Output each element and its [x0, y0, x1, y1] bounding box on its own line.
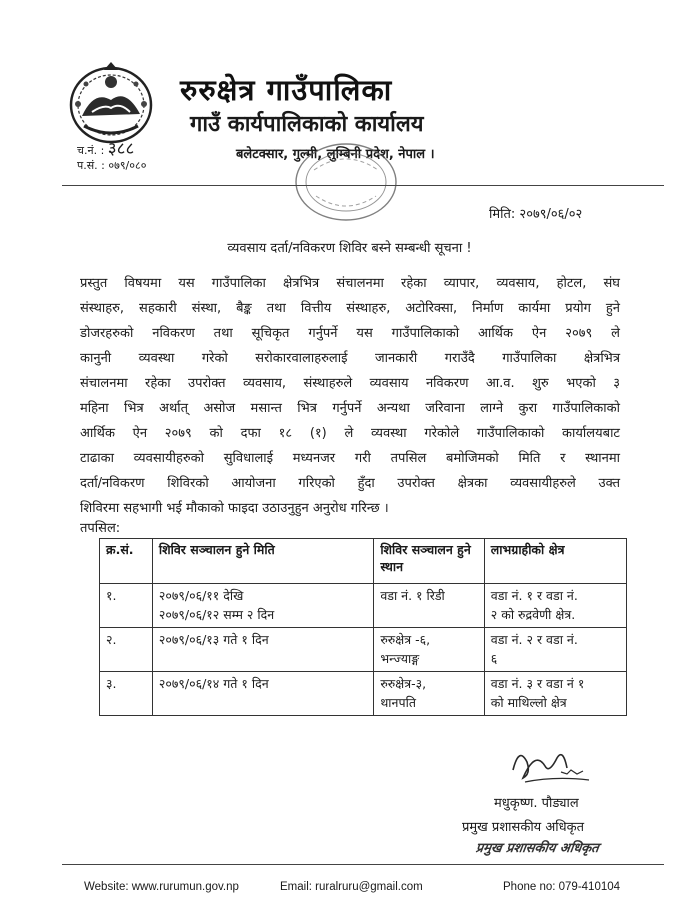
body-line: शिविरमा सहभागी भई मौकाको फाइदा उठाउनुहुन अनुरोध गरिन्छ । — [80, 501, 389, 516]
body-line: महिना भित्र अर्थात् असोज मसान्त भित्र गर्नुपर्ने अन्यथा जरिवाना लाग्ने कुरा गाउँपालिकाको — [80, 401, 620, 416]
cell-line: रुरुक्षेत्र-३, — [380, 676, 427, 691]
signatory-title: प्रमुख प्रशासकीय अधिकृत — [462, 820, 585, 835]
reference-number-label: च.नं. : — [77, 144, 105, 157]
body-line: डोजरहरुको नविकरण तथा सूचिकृत गर्नुपर्ने यस गाउँपालिकाको आर्थिक ऐन २०७९ ले — [80, 326, 620, 341]
footer-phone: Phone no: 079-410104 — [503, 881, 621, 893]
column-header-area: लाभग्राहीको क्षेत्र — [484, 539, 626, 584]
footer-divider — [62, 864, 664, 865]
cell-place — [374, 672, 484, 716]
cell-place — [374, 584, 484, 628]
notice-body — [80, 271, 620, 521]
cell-line: २०७९/०६/१२ सम्म २ दिन — [158, 607, 275, 622]
cell-line: भन्ज्याङ्ग — [380, 651, 420, 666]
column-header-place: शिविर सञ्चालन हुने स्थान — [374, 539, 484, 584]
handwritten-signature-icon — [505, 740, 595, 790]
cell-line: वडा नं. १ र वडा नं. — [490, 588, 578, 603]
table-row — [100, 584, 627, 628]
cell-serial: २. — [100, 628, 153, 672]
table-row — [100, 628, 627, 672]
cell-line: २०७९/०६/१४ गते १ दिन — [158, 676, 269, 691]
table-row — [100, 672, 627, 716]
cell-date — [152, 672, 373, 716]
cell-serial: १. — [100, 584, 153, 628]
cell-area — [484, 584, 626, 628]
reference-number — [77, 139, 146, 159]
fiscal-year-label: प.सं. : — [77, 159, 105, 172]
cell-date — [152, 628, 373, 672]
notice-subject: व्यवसाय दर्ता/नविकरण शिविर बस्ने सम्बन्धी सूचना ! — [227, 241, 472, 256]
cell-line: ६ — [490, 651, 498, 666]
notice-date: मिति: २०७९/०६/०२ — [489, 207, 583, 222]
cell-line: वडा नं. ३ र वडा नं १ — [490, 676, 585, 691]
body-line: प्रस्तुत विषयमा यस गाउँपालिका क्षेत्रभित्र संचालनमा रहेका व्यापार, व्यवसाय, होटल, संघ — [80, 276, 620, 291]
body-line: कानुनी व्यवस्था गरेको सरोकारवालाहरुलाई जानकारी गराउँदै गाउँपालिका क्षेत्रभित्र — [80, 351, 620, 366]
fiscal-year-value: ०७९/०८० — [108, 159, 147, 172]
organization-name: रुरुक्षेत्र गाउँपालिका — [180, 73, 393, 107]
body-line: आर्थिक ऐन २०७९ को दफा १८ (१) ले व्यवस्था गरेकोले गाउँपालिकाको कार्यालयबाट — [80, 426, 620, 441]
cell-serial: ३. — [100, 672, 153, 716]
cell-line: रुरुक्षेत्र -६, — [380, 632, 431, 647]
cell-place — [374, 628, 484, 672]
cell-line: २ को रुद्रवेणी क्षेत्र. — [490, 607, 576, 622]
body-line: संस्थाहरु, सहकारी संस्था, बैङ्क तथा वित्तीय संस्थाहरु, अटोरिक्सा, निर्माण कार्यमा प्रयोग हुने — [80, 301, 620, 316]
footer-email[interactable]: Email: ruralruru@gmail.com — [280, 881, 423, 893]
cell-line: वडा नं. २ र वडा नं. — [490, 632, 578, 647]
signatory-seal: प्रमुख प्रशासकीय अधिकृत — [474, 841, 600, 856]
reference-block — [77, 139, 147, 173]
column-header-date: शिविर सञ्चालन हुने मिति — [152, 539, 373, 584]
camp-schedule-table — [99, 538, 627, 716]
fiscal-year — [77, 158, 146, 173]
cell-line: २०७९/०६/१३ गते १ दिन — [158, 632, 269, 647]
office-name: गाउँ कार्यपालिकाको कार्यालय — [190, 112, 424, 137]
cell-line: वडा नं. १ रिडी — [380, 588, 445, 603]
body-line: टाढाका व्यवसायीहरुको सुविधालाई मध्यनजर गरी तपसिल बमोजिमको मिति र स्थानमा — [80, 451, 620, 466]
body-line: संचालनमा रहेका उपरोक्त व्यवसाय, संस्थाहरुले व्यवसाय नविकरण आ.व. शुरु भएको ३ — [80, 376, 620, 391]
cell-area — [484, 628, 626, 672]
column-header-serial: क्र.सं. — [100, 539, 153, 584]
cell-line: को माथिल्लो क्षेत्र — [490, 695, 567, 710]
cell-area — [484, 672, 626, 716]
office-address: बलेटक्सार, गुल्मी, लुम्बिनी प्रदेश, नेपाल । — [236, 147, 435, 162]
cell-line: थानपति — [380, 695, 416, 710]
office-round-stamp-icon — [292, 140, 400, 224]
cell-line: २०७९/०६/११ देखि — [158, 588, 244, 603]
header-divider — [62, 185, 664, 186]
signatory-name: मधुकृष्ण. पौड्याल — [494, 796, 579, 811]
body-line: दर्ता/नविकरण शिविरको आयोजना गरिएको हुँदा उपरोक्त क्षेत्रका व्यवसायीहरुले उक्त — [80, 476, 620, 491]
footer-website[interactable]: Website: www.rurumun.gov.np — [84, 881, 239, 893]
nepal-government-emblem-icon — [64, 60, 158, 146]
schedule-label: तपसिल: — [80, 521, 121, 536]
cell-date — [152, 584, 373, 628]
reference-number-value: ३८८ — [107, 139, 135, 159]
table-header-row — [100, 539, 627, 584]
